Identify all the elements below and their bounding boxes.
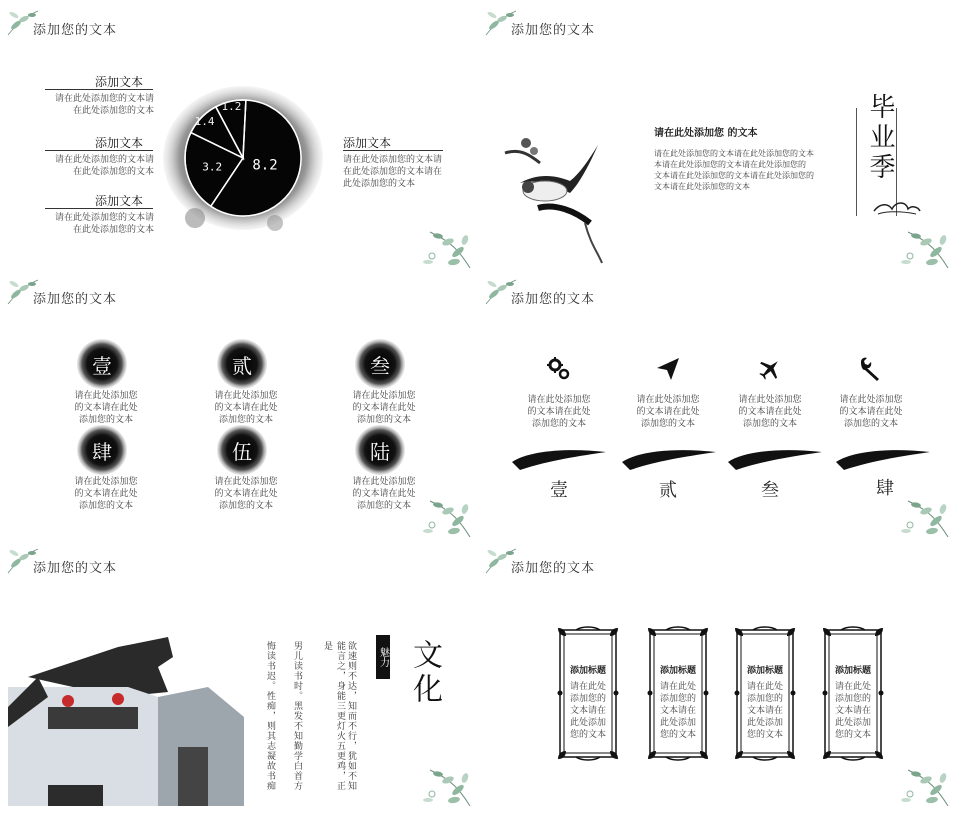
divider	[343, 150, 443, 151]
frame-text: 请在此处	[746, 682, 783, 692]
frame-text: 此处添加	[569, 718, 606, 728]
item-text: 的文本请在此处	[214, 489, 278, 499]
frame-text: 您的文本	[746, 730, 783, 740]
ink-circle	[354, 338, 406, 390]
item-text: 请在此处添加您	[74, 477, 138, 487]
text-body: 此处添加您的文本	[343, 179, 416, 189]
poem-column: 悔读书迟。性痴，则其志凝故书痴	[265, 641, 275, 791]
frame-text: 您的文本	[569, 730, 606, 740]
poem-column: 能言之，身能三更灯火五更鸡，正是	[322, 641, 345, 791]
item-text: 请在此处添加您	[352, 391, 416, 401]
item-text: 的文本请在此处	[74, 403, 138, 413]
vertical-title: 毕业季	[865, 93, 895, 183]
slide-four-icons	[478, 272, 950, 537]
item-text: 的文本请在此处	[352, 489, 416, 499]
frame-text: 文本请在	[659, 706, 696, 716]
item-text: 请在此处添加您	[738, 395, 802, 405]
frame-title: 添加标题	[659, 666, 696, 676]
text-body: 在此处添加您的文本	[72, 106, 154, 116]
text-heading: 添加文本	[95, 194, 144, 208]
divider	[45, 89, 153, 90]
item-text: 请在此处添加您	[527, 395, 591, 405]
item-number: 壹	[550, 480, 568, 501]
item-text: 添加您的文本	[218, 501, 273, 511]
ink-circle	[216, 424, 268, 476]
item-glyph: 壹	[92, 353, 112, 378]
item-text: 添加您的文本	[531, 419, 586, 429]
item-text: 的文本请在此处	[738, 407, 802, 417]
text-body: 在此处添加您的文本	[72, 167, 154, 177]
text-heading: 添加文本	[95, 75, 144, 89]
badge: 魅力	[376, 635, 390, 679]
slide-title: 添加您的文本	[33, 23, 118, 38]
text-heading: 添加文本	[343, 136, 392, 150]
frame-text: 文本请在	[746, 706, 783, 716]
ink-circle	[354, 424, 406, 476]
divider	[856, 108, 857, 216]
ornate-frame	[733, 626, 797, 761]
slide-title: 添加您的文本	[33, 561, 118, 576]
item-text: 请在此处添加您	[636, 395, 700, 405]
item-glyph: 贰	[232, 353, 252, 378]
item-number: 贰	[659, 480, 677, 501]
item-text: 添加您的文本	[640, 419, 695, 429]
leaf-decoration-icon	[888, 481, 950, 537]
frame-text: 文本请在	[834, 706, 871, 716]
slide-frames	[478, 541, 950, 806]
item-text: 添加您的文本	[78, 501, 133, 511]
item-text: 的文本请在此处	[527, 407, 591, 417]
frame-text: 您的文本	[659, 730, 696, 740]
text-heading: 请在此处添加您 的文本	[654, 128, 758, 139]
frame-text: 请在此处	[834, 682, 871, 692]
item-text: 请在此处添加您	[839, 395, 903, 405]
frame-text: 添加您的	[746, 694, 783, 704]
item-glyph: 陆	[370, 439, 390, 464]
text-line: 文本请在此处添加您的文本请在此处添加您的	[654, 171, 814, 180]
slide-culture	[0, 541, 472, 806]
leaf-decoration-icon	[410, 212, 472, 268]
poem-column: 男儿读书时。黑发不知勤学白首方	[292, 641, 302, 791]
item-text: 添加您的文本	[742, 419, 797, 429]
slide-title: 添加您的文本	[511, 23, 596, 38]
brush-stroke	[620, 444, 718, 474]
text-body: 请在此处添加您的文本请	[54, 213, 154, 223]
pie-label: 3.2	[202, 160, 223, 174]
pie-label: 1.4	[194, 114, 215, 128]
item-glyph: 伍	[232, 439, 252, 464]
text-body: 请在此处添加您的文本请	[54, 155, 154, 165]
text-line: 文本请在此处添加您的文本	[654, 182, 750, 191]
ornate-frame	[556, 626, 620, 761]
gears-icon	[546, 356, 572, 382]
divider	[45, 150, 153, 151]
slide-title: 添加您的文本	[33, 292, 118, 307]
frame-text: 此处添加	[659, 718, 696, 728]
ink-bird-image	[490, 133, 615, 268]
frame-text: 添加您的	[569, 694, 606, 704]
frame-text: 此处添加	[834, 718, 871, 728]
slide-pie-chart	[0, 3, 472, 268]
frame-text: 您的文本	[834, 730, 871, 740]
item-text: 请在此处添加您	[214, 477, 278, 487]
poem-column: 欲速则不达，知而不行，犹如不知	[346, 641, 356, 791]
pie-label: 1.2	[221, 99, 242, 113]
slide-title: 添加您的文本	[511, 561, 596, 576]
item-text: 请在此处添加您	[74, 391, 138, 401]
item-text: 的文本请在此处	[352, 403, 416, 413]
item-text: 请在此处添加您	[214, 391, 278, 401]
item-text: 添加您的文本	[78, 415, 133, 425]
ink-drop	[267, 215, 283, 231]
text-line: 本请在此处添加您的文本请在此处添加您的	[654, 160, 806, 169]
item-number: 肆	[876, 478, 894, 499]
text-body: 请在此处添加您的文本请	[54, 94, 154, 104]
leaf-decoration-icon	[888, 212, 950, 268]
brush-stroke	[726, 444, 824, 474]
ink-circle	[76, 338, 128, 390]
text-line: 请在此处添加您的文本请在此处添加您的文本	[654, 149, 814, 158]
pie-chart	[155, 78, 330, 238]
leaf-decoration-icon	[888, 750, 950, 806]
item-text: 请在此处添加您	[352, 477, 416, 487]
ornate-frame	[646, 626, 710, 761]
big-title: 文化	[407, 639, 442, 707]
slide-six-items	[0, 272, 472, 537]
frame-text: 添加您的	[659, 694, 696, 704]
frame-text: 请在此处	[569, 682, 606, 692]
ink-drop	[185, 208, 205, 228]
text-heading: 添加文本	[95, 136, 144, 150]
frame-text: 添加您的	[834, 694, 871, 704]
item-glyph: 叁	[370, 353, 390, 378]
item-text: 添加您的文本	[356, 415, 411, 425]
ink-circle	[76, 424, 128, 476]
item-text: 的文本请在此处	[636, 407, 700, 417]
text-body: 请在此处添加您的文本请	[343, 155, 443, 165]
text-body: 在此处添加您的文本	[72, 225, 154, 235]
ink-circle	[216, 338, 268, 390]
frame-title: 添加标题	[834, 666, 871, 676]
leaf-decoration-icon	[410, 750, 472, 806]
frame-title: 添加标题	[569, 666, 606, 676]
paper-plane-icon	[655, 356, 681, 382]
slide-title: 添加您的文本	[511, 292, 596, 307]
item-text: 的文本请在此处	[74, 489, 138, 499]
airplane-icon	[757, 356, 783, 382]
wrench-icon	[857, 356, 885, 382]
item-glyph: 肆	[92, 439, 112, 464]
building-photo	[8, 637, 244, 806]
item-text: 的文本请在此处	[214, 403, 278, 413]
item-number: 叁	[761, 480, 779, 501]
leaf-decoration-icon	[410, 481, 472, 537]
ornate-frame	[821, 626, 885, 761]
frame-title: 添加标题	[746, 666, 783, 676]
text-body: 在此处添加您的文本请在	[343, 167, 443, 177]
slide-bird	[478, 3, 950, 268]
pie-label: 8.2	[252, 157, 278, 174]
item-text: 添加您的文本	[218, 415, 273, 425]
frame-text: 文本请在	[569, 706, 606, 716]
item-text: 的文本请在此处	[839, 407, 903, 417]
brush-stroke	[834, 444, 932, 474]
frame-text: 此处添加	[746, 718, 783, 728]
item-text: 添加您的文本	[356, 501, 411, 511]
item-text: 添加您的文本	[843, 419, 898, 429]
divider	[45, 208, 153, 209]
brush-stroke	[510, 444, 608, 474]
frame-text: 请在此处	[659, 682, 696, 692]
